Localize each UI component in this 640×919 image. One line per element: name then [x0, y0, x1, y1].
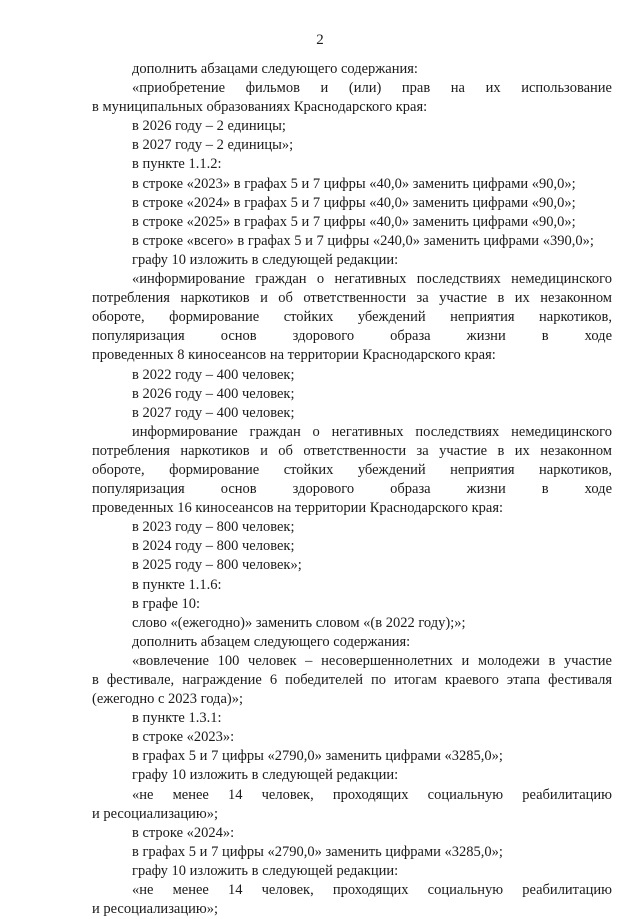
text-line: в пункте 1.1.2:: [132, 156, 222, 173]
page-number: 2: [316, 32, 324, 48]
text-line: потребления наркотиков и об ответственности за участие в их незаконном: [92, 442, 612, 459]
text-line: «вовлечение 100 человек – несовершеннолетних и молодежи в участие: [132, 652, 612, 669]
text-line: в 2026 году – 400 человек;: [132, 385, 295, 402]
text-line: в строке «2024» в графах 5 и 7 цифры «40,0» заменить цифрами «90,0»;: [132, 194, 576, 211]
text-line: «не менее 14 человек, проходящих социальную реабилитацию: [132, 786, 612, 803]
text-line: графу 10 изложить в следующей редакции:: [132, 862, 399, 879]
text-line: обороте, формирование стойких убеждений неприятия наркотиков,: [92, 309, 612, 326]
text-line: «информирование граждан о негативных последствиях немедицинского: [132, 271, 612, 288]
text-line: графу 10 изложить в следующей редакции:: [132, 251, 399, 268]
text-line: популяризация основ здорового образа жизни в ходе: [92, 328, 612, 345]
text-line: в строке «2024»:: [132, 824, 235, 841]
text-line: в 2023 году – 800 человек;: [132, 519, 295, 536]
text-line: «приобретение фильмов и (или) прав на их использование: [132, 80, 612, 97]
text-line: обороте, формирование стойких убеждений неприятия наркотиков,: [92, 461, 612, 478]
text-line: «не менее 14 человек, проходящих социальную реабилитацию: [132, 882, 612, 899]
text-line: и ресоциализацию»;: [92, 805, 218, 822]
document-body: [92, 60, 612, 919]
text-line: в пункте 1.1.6:: [132, 576, 222, 593]
text-line: графу 10 изложить в следующей редакции:: [132, 767, 399, 784]
text-line: в пункте 1.3.1:: [132, 710, 222, 727]
text-line: дополнить абзацами следующего содержания:: [132, 61, 418, 77]
text-line: в графах 5 и 7 цифры «2790,0» заменить цифрами «3285,0»;: [132, 748, 503, 765]
text-line: в строке «всего» в графах 5 и 7 цифры «240,0» заменить цифрами «390,0»;: [132, 232, 594, 249]
text-line: в 2025 году – 800 человек»;: [132, 557, 302, 574]
text-line: проведенных 16 киносеансов на территории Краснодарского края:: [92, 500, 504, 517]
text-line: в 2024 году – 800 человек;: [132, 538, 295, 555]
text-line: проведенных 8 киносеансов на территории Краснодарского края:: [92, 347, 496, 364]
text-line: потребления наркотиков и об ответственности за участие в их незаконном: [92, 290, 612, 307]
text-line: (ежегодно с 2023 года)»;: [92, 691, 243, 708]
text-line: в фестивале, награждение 6 победителей по итогам краевого этапа фестиваля: [92, 672, 612, 688]
text-line: в строке «2023»:: [132, 729, 235, 746]
text-line: в графе 10:: [132, 595, 201, 612]
text-line: дополнить абзацем следующего содержания:: [132, 633, 411, 650]
text-line: и ресоциализацию»;: [92, 901, 218, 918]
text-line: в графах 5 и 7 цифры «2790,0» заменить цифрами «3285,0»;: [132, 843, 503, 860]
text-line: в 2027 году – 2 единицы»;: [132, 137, 294, 154]
text-line: в строке «2025» в графах 5 и 7 цифры «40,0» заменить цифрами «90,0»;: [132, 213, 576, 230]
text-line: слово «(ежегодно)» заменить словом «(в 2022 году);»;: [132, 614, 466, 631]
text-line: в муниципальных образованиях Краснодарского края:: [92, 99, 428, 116]
text-line: в 2027 году – 400 человек;: [132, 404, 295, 421]
text-line: в 2026 году – 2 единицы;: [132, 118, 286, 135]
text-line: популяризация основ здорового образа жизни в ходе: [92, 481, 612, 498]
text-line: в 2022 году – 400 человек;: [132, 366, 295, 383]
text-line: в строке «2023» в графах 5 и 7 цифры «40,0» заменить цифрами «90,0»;: [132, 175, 576, 192]
text-line: информирование граждан о негативных последствиях немедицинского: [132, 423, 612, 440]
